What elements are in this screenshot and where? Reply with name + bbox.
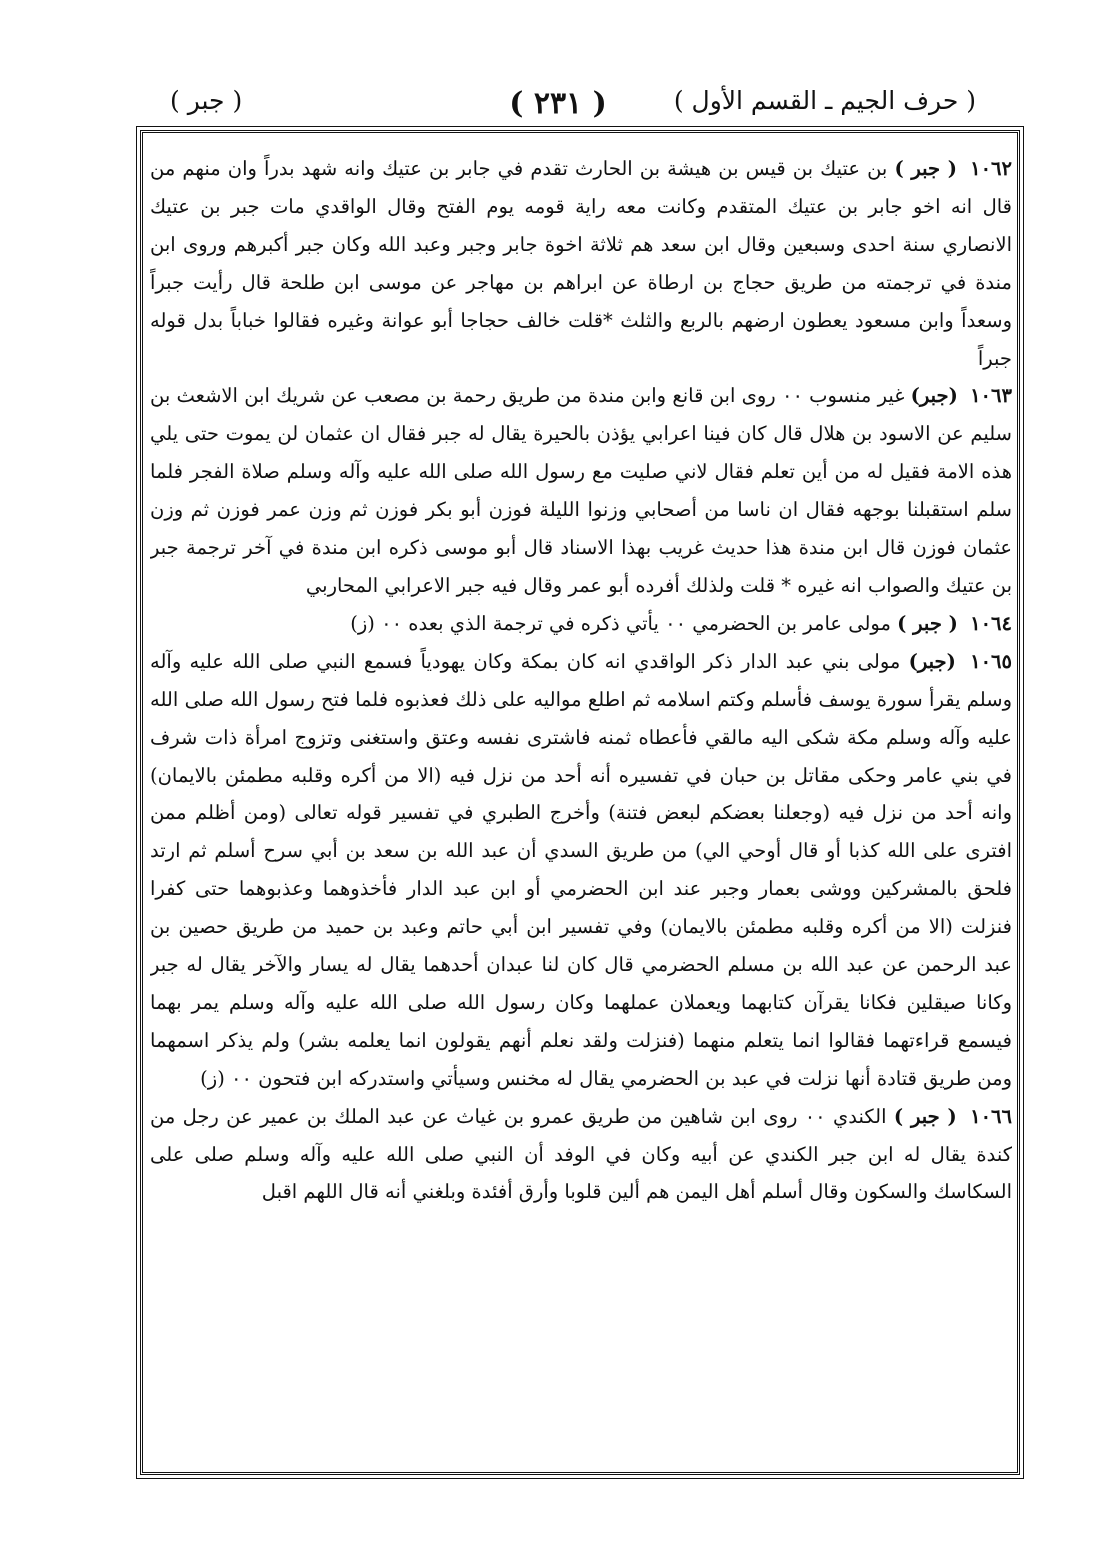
entry-1066	[150, 1098, 1012, 1212]
entry-text: مولى عامر بن الحضرمي ٠٠ يأتي ذكره في ترجمة الذي بعده ٠٠ (ز)	[350, 611, 891, 635]
entry-number: ١٠٦٦	[970, 1104, 1012, 1128]
entry-number: ١٠٦٥	[970, 649, 1012, 673]
entry-number: ١٠٦٤	[970, 611, 1012, 635]
entry-name: ( جبر )	[894, 157, 957, 180]
section-title: ( حرف الجيم ـ القسم الأول )	[673, 86, 976, 115]
entry-name: (جبر)	[910, 384, 958, 408]
entry-text: الكندي ٠٠ روى ابن شاهين من طريق عمرو بن غياث عن عبد الملك بن عمير عن رجل من كندة يقال له ابن جبر الكندي عن أبيه وكان في الوفد أن النبي صلى الله عليه وآله وسلم صلى على السكاسك والسكون وقال أسلم أهل اليمن هم ألين قلوبا وأرق أفئدة وبلغني أنه قال اللهم اقبل	[150, 1104, 1012, 1204]
entry-name: (جبر)	[908, 649, 956, 673]
entry-text: مولى بني عبد الدار ذكر الواقدي انه كان بمكة وكان يهودياً فسمع النبي صلى الله عليه وآله وسلم يقرأ سورة يوسف فأسلم وكتم اسلامه ثم اطلع مواليه على ذلك فعذبوه فلما فتح رسول الله صلى الله عليه وآله وسلم مكة شكى اليه مالقي فأعطاه ثمنه فاشترى نفسه وعتق واستغنى وتزوج امرأة ذات شرف في بني عامر وحكى مقاتل بن حبان في تفسيره أنه أحد من نزل فيه (الا من أكره وقلبه مطمئن بالايمان) وانه أحد من نزل فيه (وجعلنا بعضكم لبعض فتنة) وأخرج الطبري في تفسير قوله تعالى (ومن أظلم ممن افترى على الله كذبا أو قال أوحي الي) من طريق السدي أن عبد الله بن سعد بن أبي سرح أسلم ثم ارتد فلحق بالمشركين ووشى بعمار وجبر عند ابن الحضرمي أو ابن عبد الدار فأخذوهما وعذبوهما حتى كفرا فنزلت (الا من أكره وقلبه مطمئن بالايمان) وفي تفسير ابن أبي حاتم وعبد بن حميد من طريق حصين بن عبد الرحمن عن عبد الله بن مسلم الحضرمي قال كان لنا عبدان أحدهما يقال له يسار والآخر يقال له جبر وكانا صيقلين فكانا يقرآن كتابهما ويعملان عملهما وكان رسول الله صلى الله عليه وآله وسلم يمر بهما فيسمع قراءتهما فقالوا انما يتعلم منهما (فنزلت ولقد نعلم أنهم يقولون انما يعلمه بشر) ولم يذكر اسمهما ومن طريق قتادة أنها نزلت في عبد بن الحضرمي يقال له مخنس وسيأتي واستدركه ابن فتحون ٠٠ (ز)	[150, 649, 1012, 1090]
entry-name: ( جبر )	[897, 611, 958, 635]
page-header	[130, 82, 986, 130]
page-body	[150, 150, 1012, 1465]
entry-1064	[150, 605, 1012, 643]
entry-number: ١٠٦٢	[970, 157, 1012, 180]
entry-number: ١٠٦٣	[970, 384, 1012, 408]
entry-text: بن عتيك بن قيس بن هيشة بن الحارث تقدم في جابر بن عتيك وانه شهد بدراً وان منهم من قال انه اخو جابر بن عتيك المتقدم وكانت معه راية قومه يوم الفتح وقال الواقدي مات جبر بن عتيك الانصاري سنة احدى وسبعين وقال ابن سعد هم ثلاثة اخوة جابر وجبر وعبد الله وكان جبر أكبرهم وروى ابن مندة في ترجمته من طريق حجاج بن ارطاة عن ابراهم بن مهاجر عن موسى ابن طلحة قال رأيت جبراً وسعداً وابن مسعود يعطون ارضهم بالربع والثلث *قلت خالف حجاجا أبو عوانة وغيره فقالوا خباباً بدل قوله جبراً	[150, 157, 1012, 370]
entry-1063	[150, 377, 1012, 604]
entry-text: غير منسوب ٠٠ روى ابن قانع وابن مندة من طريق رحمة بن مصعب عن شريك ابن الاشعث بن سليم عن الاسود بن هلال قال كان فينا اعرابي يؤذن بالحيرة يقال له جبر فقال ان عثمان لن يموت حتى يلي هذه الامة فقيل له من أين تعلم فقال لاني صليت مع رسول الله صلى الله عليه وآله وسلم صلاة الفجر فلما سلم استقبلنا بوجهه فقال ان ناسا من أصحابي وزنوا الليلة فوزن أبو بكر فوزن ثم وزن عمر فوزن ثم وزن عثمان فوزن قال ابن مندة هذا حديث غريب بهذا الاسناد قال أبو موسى ذكره ابن مندة في آخر ترجمة جبر بن عتيك والصواب انه غيره * قلت ولذلك أفرده أبو عمر وقال فيه جبر الاعرابي المحاربي	[150, 384, 1012, 597]
entry-1062	[150, 150, 1012, 377]
page-number: ( ٢٣١ )	[509, 86, 607, 121]
entry-name: ( جبر )	[893, 1104, 957, 1128]
running-entry-name: ( جبر )	[170, 86, 243, 115]
entry-1065	[150, 643, 1012, 1098]
